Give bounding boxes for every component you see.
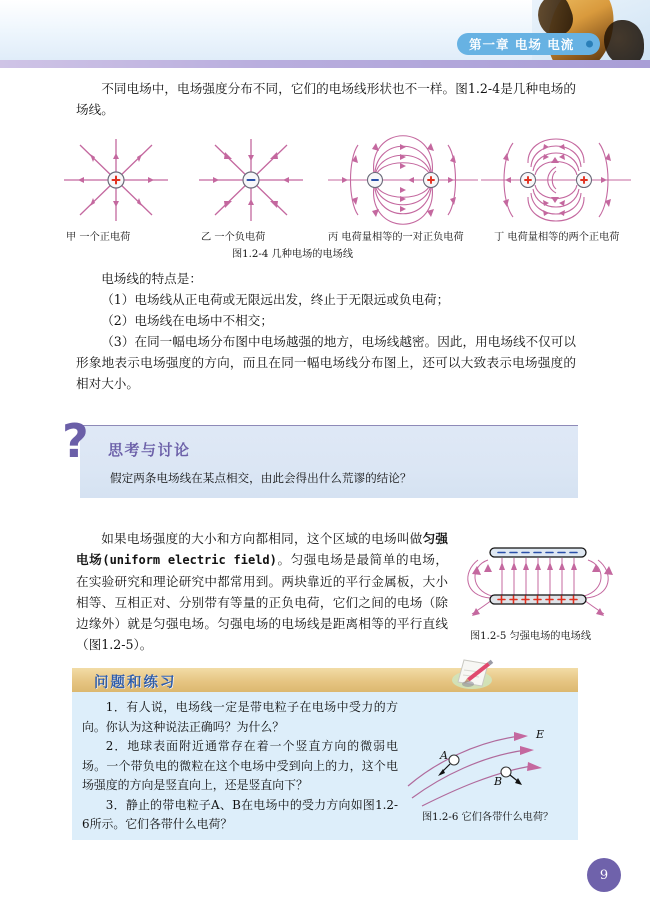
figure-1-2-6-caption: 图1.2-6 它们各带什么电荷？: [422, 812, 554, 823]
uniform-field-paragraph: [76, 528, 448, 655]
exercise-list: [82, 698, 398, 835]
uniform-term-cn-2: 场: [89, 552, 103, 567]
feature-item-3: （3）在同一幅电场分布图中电场越强的地方，电场线越密。因此，用电场线不仅可以形象地表示电场强度的方向，而且在同一幅电场线分布图上，还可以大致表示电场强度的相对大小。: [76, 334, 576, 391]
discuss-title: 思考与讨论: [108, 441, 191, 459]
exercise-banner-title: 问题和练习: [94, 675, 177, 691]
panel-label-ding: 丁 电荷量相等的两个正电荷: [494, 232, 620, 243]
pill-dot-icon: [586, 41, 593, 48]
figure-1-2-4-caption: 图1.2-4 几种电场的电场线: [232, 249, 354, 260]
uniform-text-2: 。匀强电场是最简单的电场，在实验研究和理论研究中都常用到。两块靠近的平行金属板，大小相等、互相正对、分别带有等量的正负电荷，它们之间的电场（除边缘外）就是匀强电场。匀强电场的电场线是距离相等的平行直线（图1.2-5）。: [76, 552, 449, 652]
panel-single-negative: [191, 133, 311, 228]
uniform-text-1: 如果电场强度的大小和方向都相同，这个区域的电场叫做: [101, 531, 423, 546]
chapter-title-text: 第一章 电场 电流: [469, 37, 575, 52]
exercise-item-2: 2．地球表面附近通常存在着一个竖直方向的微弱电场。一个带负电的微粒在这个电场中受到向上的力，这个电场强度的方向是竖直向上，还是竖直向下？: [82, 739, 398, 792]
figure-1-2-6-graphic: [402, 728, 570, 808]
discuss-box: [62, 414, 578, 498]
features-lead: 电场线的特点是：: [101, 271, 202, 286]
header-purple-rule: [0, 60, 650, 68]
chapter-title-pill: [457, 33, 600, 55]
point-b-label: B: [494, 775, 503, 788]
discuss-body: 假定两条电场线在某点相交，由此会得出什么荒谬的结论？: [110, 471, 412, 485]
uniform-term-en: (uniform electric field): [102, 553, 277, 567]
panel-dipole: [328, 133, 478, 228]
figure-1-2-4-panel-labels: [56, 228, 620, 244]
field-label-E: E: [536, 728, 545, 741]
figure-1-2-4-panels: [56, 133, 596, 228]
uniform-term-cn: 匀强电: [76, 531, 449, 567]
question-mark-icon: ?: [62, 414, 89, 468]
figure-1-2-5-graphic: [462, 540, 642, 620]
panel-label-bing: 丙 电荷量相等的一对正负电荷: [328, 232, 464, 243]
exercise-banner: [72, 668, 578, 692]
figure-1-2-5-caption: 图1.2-5 匀强电场的电场线: [470, 631, 592, 642]
feature-item-2: （2）电场线在电场中不相交；: [101, 313, 273, 328]
exercise-panel: [72, 690, 578, 840]
intro-paragraph: 不同电场中，电场强度分布不同，它们的电场线形状也不一样。图1.2-4是几种电场的场线。: [76, 81, 576, 117]
page-number-badge: 9: [587, 858, 621, 892]
exercise-item-3: 3．静止的带电粒子A、B在电场中的受力方向如图1.2-6所示。它们各带什么电荷？: [82, 797, 398, 831]
panel-label-yi: 乙 一个负电荷: [201, 232, 266, 243]
point-a-label: A: [440, 749, 448, 762]
feature-item-1: （1）电场线从正电荷或无限远出发，终止于无限远或负电荷；: [101, 292, 450, 307]
exercise-item-1: 1．有人说，电场线一定是带电粒子在电场中受力的方向。你认为这种说法正确吗？为什么？: [82, 700, 398, 734]
panel-single-positive: [56, 133, 176, 228]
panel-two-positive: [481, 133, 631, 228]
pencil-paper-icon: [444, 654, 500, 692]
panel-label-jia: 甲 一个正电荷: [66, 232, 131, 243]
